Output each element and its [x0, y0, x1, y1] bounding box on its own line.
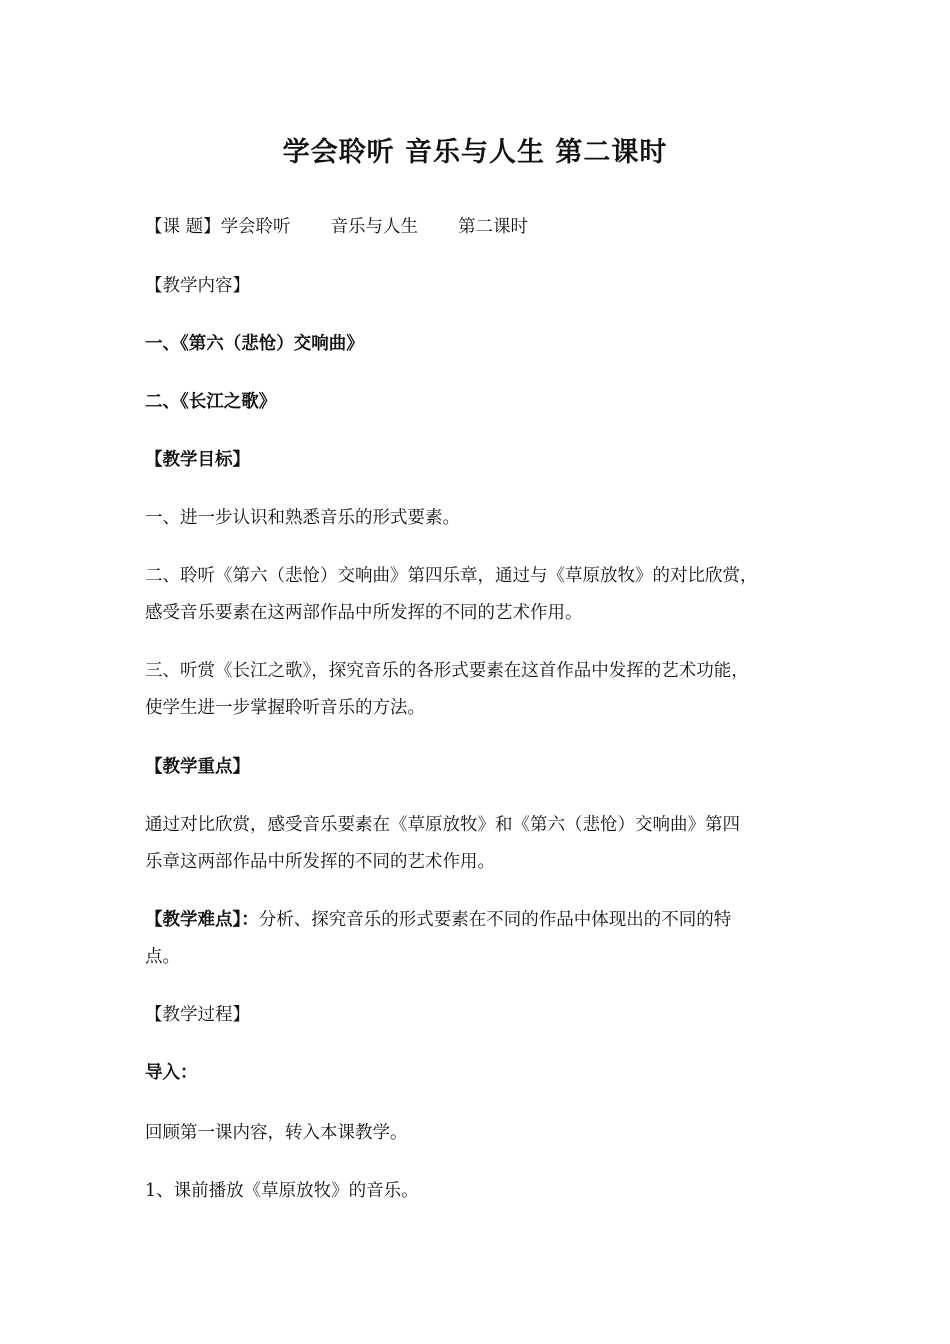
- focus-line-2: 乐章这两部作品中所发挥的不同的艺术作用。: [145, 852, 495, 872]
- topic-part2: 音乐与人生: [330, 217, 419, 237]
- goal-line-3: 感受音乐要素在这两部作品中所发挥的不同的艺术作用。: [145, 603, 583, 623]
- intro-heading: 导入：: [145, 1063, 198, 1083]
- goals-heading: 【教学目标】: [145, 450, 250, 470]
- difficulty-line-2: 点。: [145, 947, 180, 967]
- focus-line-1: 通过对比欣赏，感受音乐要素在《草原放牧》和《第六（悲怆）交响曲》第四: [145, 815, 740, 835]
- intro-line-1: 回顾第一课内容，转入本课教学。: [145, 1123, 408, 1143]
- topic-part3: 第二课时: [458, 217, 529, 237]
- goal-line-5: 使学生进一步掌握聆听音乐的方法。: [145, 698, 425, 718]
- intro-line-2: 1、课前播放《草原放牧》的音乐。: [145, 1181, 419, 1201]
- topic-label: 【课 题】: [145, 217, 221, 237]
- difficulty-line-1: [145, 909, 731, 931]
- difficulty-label: 【教学难点】：: [145, 910, 259, 930]
- content-heading: 【教学内容】: [145, 276, 250, 296]
- content-item-2: 二、《长江之歌》: [145, 392, 277, 412]
- goal-line-2: 二、聆听《第六（悲怆）交响曲》第四乐章，通过与《草原放牧》的对比欣赏，: [145, 566, 758, 586]
- topic-line: [145, 216, 528, 238]
- goal-line-4: 三、听赏《长江之歌》，探究音乐的各形式要素在这首作品中发挥的艺术功能，: [145, 661, 749, 681]
- difficulty-text: 分析、探究音乐的形式要素在不同的作品中体现出的不同的特: [258, 910, 732, 930]
- document-title: 学会聆听 音乐与人生 第二课时: [282, 137, 668, 168]
- focus-heading: 【教学重点】: [145, 757, 250, 777]
- topic-part1: 学会聆听: [220, 217, 291, 237]
- content-item-1: 一、《第六（悲怆）交响曲》: [145, 334, 364, 354]
- goal-line-1: 一、进一步认识和熟悉音乐的形式要素。: [145, 508, 460, 528]
- process-heading: 【教学过程】: [145, 1005, 250, 1025]
